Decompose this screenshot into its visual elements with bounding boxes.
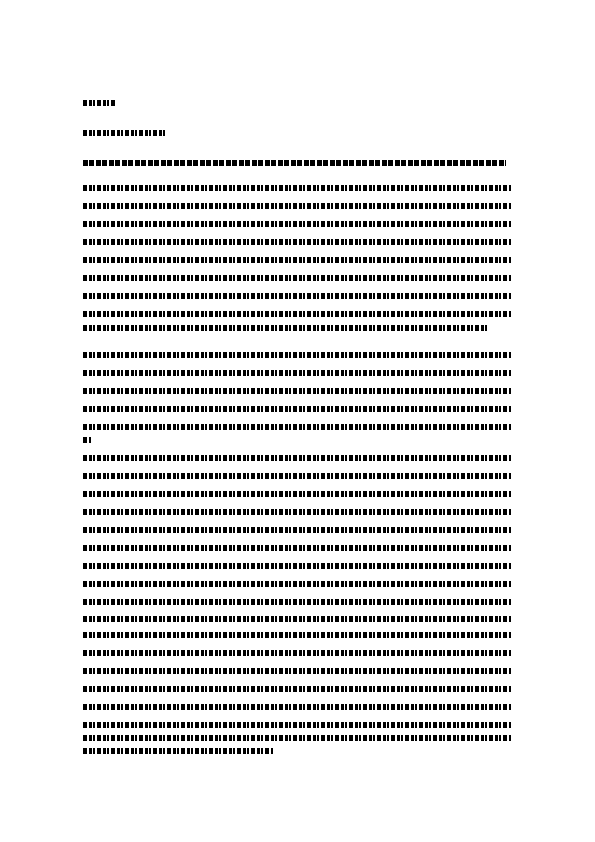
header-text bbox=[0, 0, 1, 1]
paragraph-line bbox=[83, 455, 511, 461]
paragraph-line bbox=[83, 509, 511, 515]
paragraph-line bbox=[83, 563, 511, 569]
paragraph-line bbox=[83, 599, 511, 605]
paragraph-line bbox=[83, 293, 511, 299]
paragraph-line bbox=[83, 473, 511, 479]
paragraph-line bbox=[83, 704, 511, 710]
paragraph-line bbox=[83, 527, 511, 533]
paragraph-line bbox=[83, 686, 511, 692]
paragraph-line bbox=[83, 221, 511, 227]
paragraph-line bbox=[83, 632, 511, 638]
paragraph-line bbox=[83, 311, 511, 317]
paragraph-line bbox=[83, 668, 511, 674]
paragraph-line bbox=[83, 352, 511, 358]
paragraph-line bbox=[83, 581, 511, 587]
paragraph-line bbox=[83, 650, 511, 656]
header-line bbox=[83, 100, 115, 106]
paragraph-line bbox=[83, 239, 511, 245]
paragraph-line bbox=[83, 735, 511, 741]
heading-line bbox=[83, 160, 506, 166]
paragraph-line bbox=[83, 185, 511, 191]
paragraph-line bbox=[83, 257, 511, 263]
paragraph-line bbox=[83, 722, 511, 728]
paragraph-line bbox=[83, 325, 488, 331]
paragraph-line bbox=[83, 406, 511, 412]
paragraph-line bbox=[83, 370, 511, 376]
paragraph-line bbox=[83, 388, 511, 394]
paragraph-line bbox=[83, 616, 511, 622]
paragraph-line bbox=[83, 275, 511, 281]
subheader-text bbox=[0, 0, 1, 1]
subheader-line bbox=[83, 130, 167, 136]
paragraph-line bbox=[83, 437, 91, 443]
paragraph-line bbox=[83, 424, 511, 430]
paragraph-line bbox=[83, 545, 511, 551]
paragraph-line bbox=[83, 203, 511, 209]
heading-text bbox=[0, 0, 1, 1]
paragraph-line bbox=[83, 491, 511, 497]
paragraph-line bbox=[83, 748, 273, 754]
